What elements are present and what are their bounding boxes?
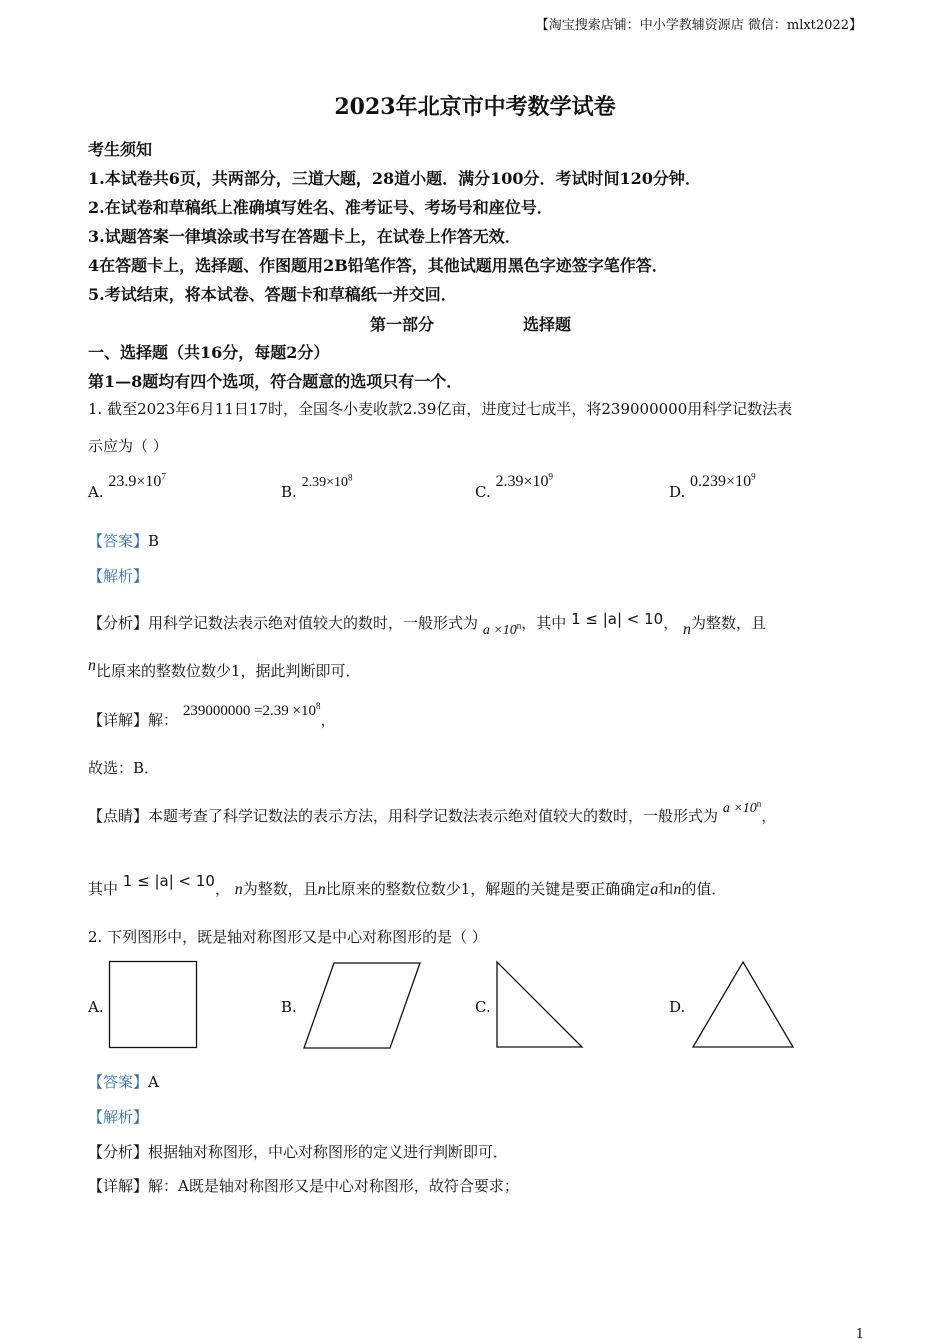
q1-fenxi-line2 bbox=[88, 657, 361, 681]
header-note: 【淘宝搜索店铺：中小学教辅资源店 微信：mlxt2022】 bbox=[535, 18, 862, 33]
q1-option-a bbox=[88, 472, 166, 502]
q1-option-d bbox=[669, 472, 756, 502]
q2-detail bbox=[88, 1175, 519, 1196]
q1-dianjing-text3: 为整数，且 bbox=[242, 880, 318, 898]
q2-option-a-label: A. bbox=[88, 998, 104, 1016]
q1-answer-value: B bbox=[148, 532, 160, 550]
q2-detail-tag: 【详解】 bbox=[88, 1177, 149, 1195]
q2-answer-tag: 【答案】 bbox=[88, 1073, 149, 1091]
q1-fenxi-n: n bbox=[683, 621, 691, 638]
q1-stem-line1: 1. 截至2023年6月11日17时，全国冬小麦收款2.39亿亩，进度过七成半，将239000000用科学记数法表 bbox=[88, 400, 793, 418]
q1-fenxi bbox=[88, 610, 767, 638]
q1-dianjing-line1 bbox=[88, 798, 777, 826]
q1-fenxi-tag: 【分析】 bbox=[88, 614, 149, 632]
section-instruction: 第1—8题均有四个选项，符合题意的选项只有一个． bbox=[88, 372, 463, 391]
q1-option-c-value: $2.39\times 10^9$ bbox=[495, 472, 554, 491]
q1-dianjing-form: $a \times 10^n$ bbox=[722, 798, 762, 816]
q1-dianjing-end: 的值． bbox=[681, 880, 727, 898]
q2-option-b-label: B. bbox=[281, 998, 297, 1016]
q1-detail-equation: $239000000 =2.39 \times 10^8$ bbox=[182, 701, 321, 719]
q1-detail-prefix: 解： bbox=[148, 711, 179, 729]
notice-heading: 考生须知 bbox=[88, 140, 153, 159]
q1-answer-tag: 【答案】 bbox=[88, 532, 149, 550]
q1-dianjing-line2 bbox=[88, 872, 727, 899]
q2-right-triangle-figure bbox=[496, 961, 584, 1049]
q1-detail-tag: 【详解】 bbox=[88, 711, 149, 729]
q1-dianjing-n: n bbox=[234, 881, 243, 898]
q2-parallelogram-figure bbox=[302, 962, 422, 1049]
notice-item-1: 1.本试卷共6页，共两部分，三道大题，28道小题．满分100分．考试时间120分钟． bbox=[88, 169, 701, 188]
q1-option-b-label: B. bbox=[281, 483, 297, 501]
q1-option-a-label: A. bbox=[88, 483, 104, 502]
q2-triangle-figure bbox=[691, 961, 795, 1049]
q1-dianjing-and: 和 bbox=[658, 880, 674, 898]
q2-answer bbox=[88, 1071, 159, 1092]
q1-dianjing-qizhong: 其中 bbox=[88, 880, 119, 898]
q2-analysis-tag: 【解析】 bbox=[88, 1108, 149, 1126]
q1-fenxi-line2-text: 比原来的整数位数少1，据此判断即可． bbox=[96, 662, 361, 680]
page-title: 2023年北京市中考数学试卷 bbox=[334, 94, 616, 120]
q1-answer bbox=[88, 530, 159, 551]
q1-detail bbox=[88, 701, 336, 730]
q2-right-triangle-shape bbox=[497, 962, 582, 1047]
notice-item-4: 4在答题卡上，选择题、作图题用2B铅笔作答，其他试题用黑色字迹签字笔作答． bbox=[88, 256, 668, 275]
page-number: 1 bbox=[855, 1327, 864, 1342]
q2-square-figure bbox=[109, 961, 198, 1048]
q1-dianjing-text4: 比原来的整数位数少1，解题的关键是要正确确定 bbox=[325, 880, 651, 898]
q1-dianjing-n2: n bbox=[317, 881, 326, 898]
notice-item-2: 2.在试卷和草稿纸上准确填写姓名、准考证号、考场号和座位号． bbox=[88, 198, 553, 217]
q2-answer-value: A bbox=[148, 1073, 159, 1091]
q2-option-c-label: C. bbox=[475, 998, 491, 1016]
q2-fenxi-text: 根据轴对称图形，中心对称图形的定义进行判断即可． bbox=[148, 1143, 509, 1161]
q1-fenxi-comma: ， bbox=[663, 614, 679, 632]
q1-option-b-value: $2.39\times 10^8$ bbox=[301, 472, 353, 490]
q1-fenxi-text1: 用科学记数法表示绝对值较大的数时，一般形式为 bbox=[148, 614, 479, 632]
q1-option-b bbox=[281, 472, 353, 501]
q1-dianjing-tag: 【点睛】 bbox=[88, 807, 149, 825]
q2-square-shape bbox=[110, 962, 197, 1048]
q1-dianjing-range: 1 ≤ |a| < 10 bbox=[122, 872, 215, 890]
q1-option-c-label: C. bbox=[475, 483, 491, 502]
q2-parallelogram-shape bbox=[304, 963, 420, 1048]
q2-fenxi-tag: 【分析】 bbox=[88, 1143, 149, 1161]
notice-item-3: 3.试题答案一律填涂或书写在答题卡上，在试卷上作答无效． bbox=[88, 227, 521, 246]
q1-fenxi-line2-n: n bbox=[88, 657, 96, 674]
notice-item-5: 5.考试结束，将本试卷、答题卡和草稿纸一并交回． bbox=[88, 285, 457, 304]
q2-fenxi bbox=[88, 1141, 508, 1162]
q1-detail-comma: ， bbox=[320, 711, 336, 729]
q1-option-c bbox=[475, 472, 554, 502]
q2-triangle-shape bbox=[693, 962, 793, 1047]
q1-option-d-label: D. bbox=[669, 483, 686, 502]
q2-stem: 2. 下列图形中，既是轴对称图形又是中心对称图形的是（ ） bbox=[88, 928, 487, 946]
q1-fenxi-text2: 为整数，且 bbox=[691, 614, 767, 632]
part-name: 第一部分 bbox=[370, 315, 435, 334]
section-title: 一、选择题（共16分，每题2分） bbox=[88, 343, 330, 362]
q1-fenxi-qizhong: ，其中 bbox=[521, 614, 567, 632]
q1-dianjing-n3: n bbox=[673, 881, 682, 898]
q1-dianjing-text1: 本题考查了科学记数法的表示方法，用科学记数法表示绝对值较大的数时，一般形式为 bbox=[148, 807, 719, 825]
part-type: 选择题 bbox=[523, 315, 572, 334]
q2-detail-text: 解：A既是轴对称图形又是中心对称图形，故符合要求； bbox=[148, 1177, 519, 1195]
q1-dianjing-text2: ， bbox=[214, 880, 230, 898]
q1-dianjing-a: a bbox=[650, 881, 659, 898]
q1-option-a-value: $23.9\times 10^7$ bbox=[108, 472, 166, 491]
q1-stem-line2: 示应为（ ） bbox=[88, 437, 168, 455]
q2-option-d-label: D. bbox=[669, 998, 686, 1016]
q1-analysis-tag: 【解析】 bbox=[88, 567, 149, 585]
q1-choose: 故选：B． bbox=[88, 759, 160, 777]
q1-option-d-value: $0.239\times 10^9$ bbox=[690, 472, 756, 491]
q1-fenxi-form: $a \times 10^n$ bbox=[482, 620, 522, 638]
q1-dianjing-comma: ， bbox=[761, 807, 777, 825]
q1-fenxi-range: 1 ≤ |a| < 10 bbox=[571, 610, 664, 628]
